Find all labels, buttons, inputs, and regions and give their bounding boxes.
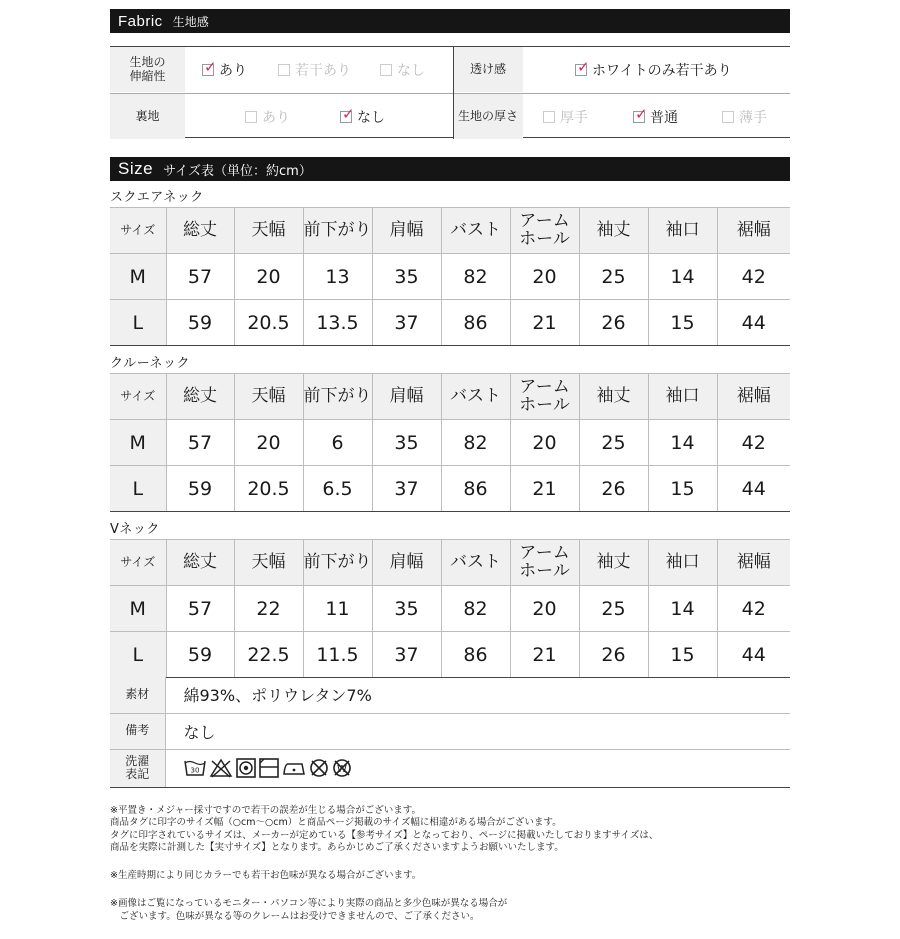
size-value: 15	[648, 300, 717, 346]
material-value: 綿93%、ポリウレタン7%	[165, 677, 790, 713]
size-value: 20.5	[234, 300, 303, 346]
thickness-label: 生地の厚さ	[453, 94, 523, 139]
size-value: 57	[166, 254, 234, 300]
fabric-title-jp: 生地感	[172, 14, 209, 29]
size-value: 22.5	[234, 632, 303, 678]
stretch-option-yes: ✓ あり	[204, 57, 247, 79]
checkbox-icon	[278, 64, 290, 76]
size-value: 14	[648, 586, 717, 632]
wet-letter: W	[336, 764, 347, 775]
wash-30-icon	[184, 758, 206, 778]
tumble-dry-icon	[236, 758, 256, 778]
size-header-row	[110, 208, 790, 254]
no-dry-clean-icon	[309, 758, 329, 778]
size-value: 21	[510, 466, 579, 512]
size-value: 82	[441, 254, 510, 300]
size-header-row	[110, 540, 790, 586]
size-value: 59	[166, 466, 234, 512]
size-value: 37	[372, 632, 441, 678]
column-header: バスト	[441, 208, 510, 254]
size-value: 59	[166, 300, 234, 346]
size-value: 26	[579, 300, 648, 346]
washing-row	[110, 749, 790, 787]
size-value: 21	[510, 300, 579, 346]
size-value: 14	[648, 254, 717, 300]
column-header: 総丈	[166, 540, 234, 586]
size-value: 15	[648, 466, 717, 512]
size-value: 35	[372, 254, 441, 300]
info-table	[110, 677, 790, 788]
remarks-row	[110, 713, 790, 749]
size-row	[110, 420, 790, 466]
column-header: 裾幅	[717, 374, 790, 420]
size-row	[110, 466, 790, 512]
size-value: 20.5	[234, 466, 303, 512]
column-header: 裾幅	[717, 540, 790, 586]
thickness-option-thick: 厚手	[543, 94, 588, 139]
checkbox-icon: ✓	[342, 104, 355, 123]
size-value: 20	[234, 254, 303, 300]
column-header: アーム ホール	[510, 540, 579, 586]
column-header: 前下がり	[303, 208, 372, 254]
fabric-row	[110, 93, 790, 139]
size-table	[110, 539, 790, 678]
size-value: 35	[372, 420, 441, 466]
size-value: 42	[717, 420, 790, 466]
size-row	[110, 254, 790, 300]
size-row	[110, 632, 790, 678]
lining-label: 裏地	[110, 94, 185, 139]
size-value: 13.5	[303, 300, 372, 346]
remarks-label: 備考	[110, 713, 165, 749]
size-value: 82	[441, 420, 510, 466]
column-header: サイズ	[110, 540, 166, 586]
size-value: 82	[441, 586, 510, 632]
stretch-option-no: なし	[380, 47, 425, 92]
size-label: M	[110, 254, 166, 300]
line-dry-shade-icon	[259, 758, 279, 778]
fabric-table	[110, 46, 790, 138]
no-wet-clean-icon	[332, 758, 352, 778]
wash-temp: 30	[190, 766, 199, 775]
note-text: ※生産時期により同じカラーでも若干お色味が異なる場合がございます。	[110, 870, 422, 881]
lining-option-no: ✓ なし	[342, 104, 385, 126]
checkbox-icon: ✓	[204, 57, 217, 76]
lining-option-yes: あり	[245, 94, 290, 139]
size-row	[110, 300, 790, 346]
washing-symbols	[165, 749, 790, 787]
note-text: ※平置き・メジャー採寸ですので若干の誤差が生じる場合がございます。 商品タグに印字のサイズ幅（○cm〜○cm）と商品ページ掲載のサイズ幅に相違がある場合がございます。 タグに印字されているサイズは、メーカーが定めている【参考サイズ】となっており、ページに掲載いたしておりますサイズは、 商品を実際に計測した【実寸サイズ】となります。あらかじめご了承くださいますようお願いいたします。	[110, 804, 659, 853]
size-label: L	[110, 300, 166, 346]
iron-icon	[282, 758, 306, 778]
size-value: 21	[510, 632, 579, 678]
size-value: 86	[441, 466, 510, 512]
washing-label: 洗濯 表記	[110, 749, 165, 787]
table-caption: Vネック	[110, 522, 160, 537]
size-value: 42	[717, 254, 790, 300]
size-value: 20	[234, 420, 303, 466]
checkbox-icon: ✓	[635, 104, 648, 123]
fabric-row	[110, 47, 790, 93]
column-header: 肩幅	[372, 374, 441, 420]
size-value: 26	[579, 466, 648, 512]
divider	[453, 47, 454, 139]
size-value: 20	[510, 586, 579, 632]
size-value: 35	[372, 586, 441, 632]
checkbox-icon	[245, 111, 257, 123]
size-value: 11	[303, 586, 372, 632]
size-label: M	[110, 420, 166, 466]
column-header: アーム ホール	[510, 374, 579, 420]
size-value: 22	[234, 586, 303, 632]
checkbox-icon: ✓	[577, 57, 590, 76]
size-value: 59	[166, 632, 234, 678]
size-value: 44	[717, 466, 790, 512]
size-value: 15	[648, 632, 717, 678]
checkbox-icon	[543, 111, 555, 123]
size-label: L	[110, 466, 166, 512]
size-value: 25	[579, 420, 648, 466]
checkbox-icon	[380, 64, 392, 76]
stretch-label: 生地の 伸縮性	[110, 47, 185, 92]
column-header: 総丈	[166, 374, 234, 420]
table-caption: クルーネック	[110, 356, 190, 371]
column-header: サイズ	[110, 374, 166, 420]
size-value: 37	[372, 466, 441, 512]
column-header: アーム ホール	[510, 208, 579, 254]
size-value: 44	[717, 300, 790, 346]
table-caption: スクエアネック	[110, 190, 204, 205]
column-header: 袖口	[648, 374, 717, 420]
column-header: 袖口	[648, 208, 717, 254]
size-label: L	[110, 632, 166, 678]
stretch-option-slight: 若干あり	[278, 47, 351, 92]
size-title-en: Size	[118, 159, 154, 178]
column-header: 天幅	[234, 374, 303, 420]
size-value: 44	[717, 632, 790, 678]
checkbox-icon	[722, 111, 734, 123]
size-value: 25	[579, 586, 648, 632]
size-value: 25	[579, 254, 648, 300]
column-header: 袖丈	[579, 540, 648, 586]
size-label: M	[110, 586, 166, 632]
size-value: 6	[303, 420, 372, 466]
column-header: 肩幅	[372, 208, 441, 254]
column-header: サイズ	[110, 208, 166, 254]
size-value: 57	[166, 586, 234, 632]
size-title-jp: サイズ表（単位：約cm）	[163, 163, 312, 179]
column-header: バスト	[441, 540, 510, 586]
size-value: 37	[372, 300, 441, 346]
no-bleach-icon	[209, 758, 233, 778]
note-text: ※画像はご覧になっているモニター・パソコン等により実際の商品と多少色味が異なる場合が ございます。色味が異なる等のクレームはお受けできませんので、ご了承ください。	[110, 898, 508, 922]
fabric-header-bar	[110, 9, 790, 33]
size-value: 13	[303, 254, 372, 300]
size-value: 6.5	[303, 466, 372, 512]
material-label: 素材	[110, 677, 165, 713]
size-value: 42	[717, 586, 790, 632]
column-header: 肩幅	[372, 540, 441, 586]
material-row	[110, 677, 790, 713]
column-header: 天幅	[234, 540, 303, 586]
column-header: 前下がり	[303, 374, 372, 420]
notes	[110, 792, 790, 939]
column-header: 袖丈	[579, 374, 648, 420]
thickness-option-normal: ✓ 普通	[635, 104, 678, 126]
size-table	[110, 207, 790, 346]
thickness-option-thin: 薄手	[722, 94, 767, 139]
sheer-option: ✓ ホワイトのみ若干あり	[577, 57, 732, 79]
column-header: 袖口	[648, 540, 717, 586]
size-value: 26	[579, 632, 648, 678]
remarks-value: なし	[165, 713, 790, 749]
column-header: 裾幅	[717, 208, 790, 254]
size-value: 86	[441, 632, 510, 678]
column-header: バスト	[441, 374, 510, 420]
column-header: 天幅	[234, 208, 303, 254]
column-header: 総丈	[166, 208, 234, 254]
size-value: 20	[510, 420, 579, 466]
column-header: 前下がり	[303, 540, 372, 586]
fabric-title-en: Fabric	[118, 12, 163, 30]
size-header-row	[110, 374, 790, 420]
size-table	[110, 373, 790, 512]
size-value: 14	[648, 420, 717, 466]
size-value: 20	[510, 254, 579, 300]
sheer-label: 透け感	[453, 47, 523, 92]
column-header: 袖丈	[579, 208, 648, 254]
size-value: 86	[441, 300, 510, 346]
size-header-bar	[110, 157, 790, 181]
size-row	[110, 586, 790, 632]
size-value: 11.5	[303, 632, 372, 678]
size-value: 57	[166, 420, 234, 466]
